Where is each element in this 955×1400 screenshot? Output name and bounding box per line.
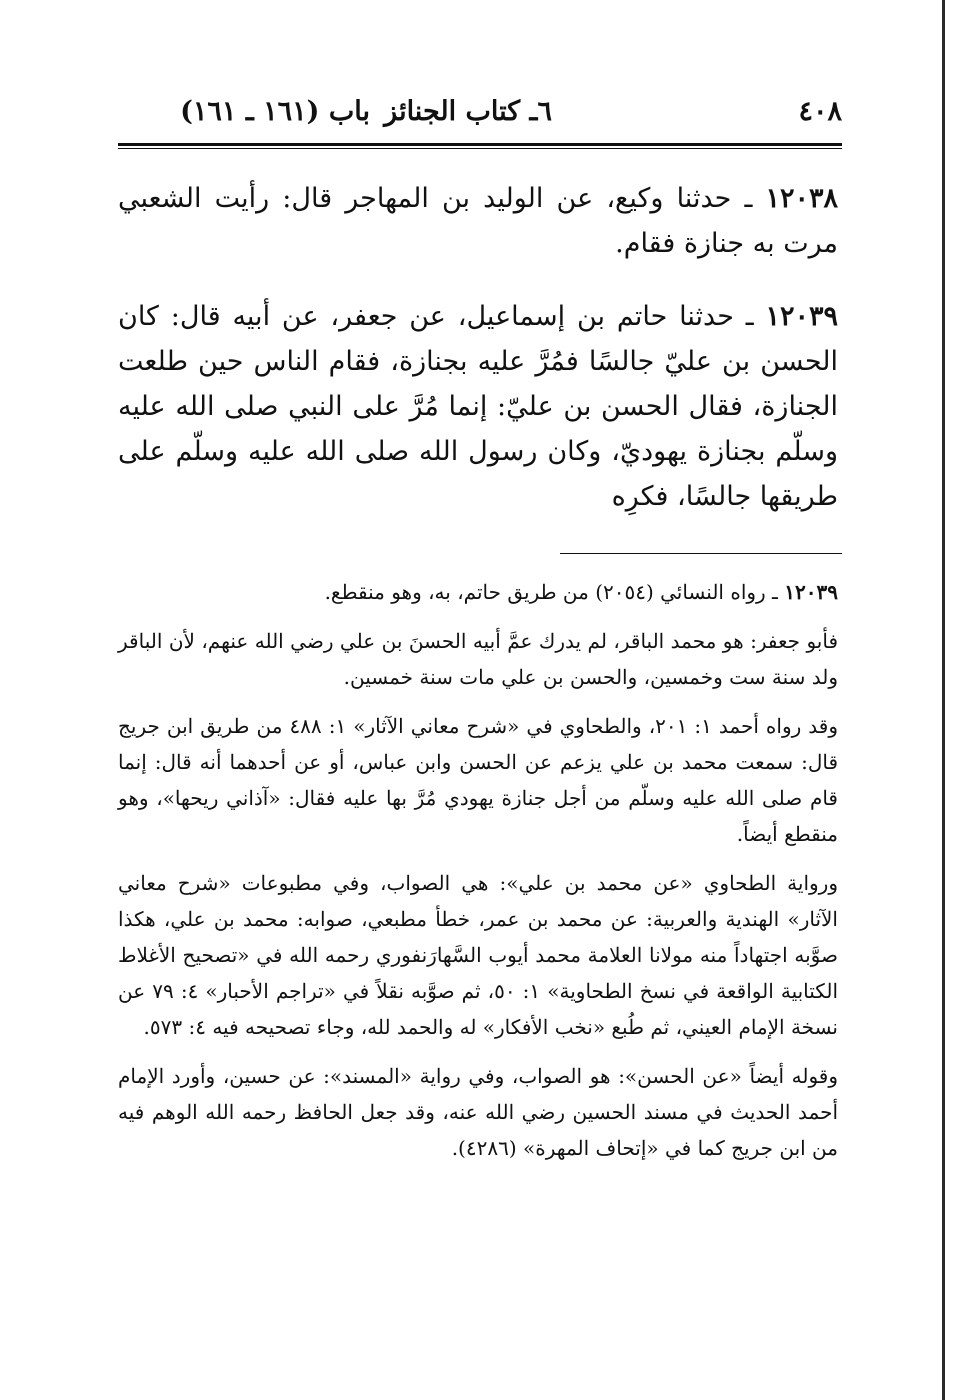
page-number: ٤٠٨: [798, 96, 842, 127]
hadith-number: ١٢٠٣٩: [765, 301, 838, 332]
footnote-separator: [560, 553, 842, 554]
hadith-number: ١٢٠٣٨: [765, 183, 838, 214]
hadith-text: ـ حدثنا حاتم بن إسماعيل، عن جعفر، عن أبيه قال: كان الحسن بن عليّ جالسًا فمُرَّ عليه بجنازة، فقام الناس حين طلعت الجنازة، فقال الحسن بن عليّ: إنما مُرَّ على النبي صلى الله عليه وسلّم بجنازة يهوديّ، وكان رسول الله صلى الله عليه وسلّم على طريقها جالسًا، فكرِه: [118, 301, 838, 512]
footnote-paragraph: [118, 574, 838, 610]
hadith-12039: [118, 294, 838, 519]
footnote-text: فأبو جعفر: هو محمد الباقر، لم يدرك عمَّ أبيه الحسنَ بن علي رضي الله عنهم، لأن الباقر ولد سنة ست وخمسين، والحسن بن علي مات سنة خمسين.: [118, 629, 838, 689]
footnote-text: ـ رواه النسائي (٢٠٥٤) من طريق حاتم، به، وهو منقطع.: [324, 580, 785, 604]
footnote-text: وقوله أيضاً «عن الحسن»: هو الصواب، وفي رواية «المسند»: عن حسين، وأورد الإمام أحمد الحديث في مسند الحسين رضي الله عنه، وقد جعل الحافظ رحمه الله الوهم فيه من ابن جريج كما في «إتحاف المهرة» (٤٢٨٦).: [118, 1064, 838, 1160]
book-title: ٦ـ كتاب الجنائز: [384, 96, 552, 127]
header-rule: [118, 143, 842, 149]
running-header: [118, 92, 842, 142]
footnote-paragraph: [118, 865, 838, 1045]
footnote-paragraph: [118, 623, 838, 695]
main-text: [118, 176, 838, 547]
hadith-12038: [118, 176, 838, 266]
footnotes: [118, 574, 838, 1179]
footnote-paragraph: [118, 708, 838, 852]
footnote-number: ١٢٠٣٩: [784, 580, 838, 604]
hadith-text: ـ حدثنا وكيع، عن الوليد بن المهاجر قال: رأيت الشعبي مرت به جنازة فقام.: [118, 183, 838, 259]
footnote-text: وقد رواه أحمد ١: ٢٠١، والطحاوي في «شرح معاني الآثار» ١: ٤٨٨ من طريق ابن جريج قال: سمعت محمد بن علي يزعم عن الحسن وابن عباس، أو عن أحدهما أنه قال: إنما قام صلى الله عليه وسلّم من أجل جنازة يهودي مُرَّ بها عليه فقال: «آذاني ريحها»، وهو منقطع أيضاً.: [118, 714, 839, 846]
page-edge: [942, 0, 945, 1400]
chapter-title: باب (١٦١ ـ ١٦١): [180, 96, 370, 127]
footnote-text: ورواية الطحاوي «عن محمد بن علي»: هي الصواب، وفي مطبوعات «شرح معاني الآثار» الهندية والعربية: عن محمد بن عمر، خطأ مطبعي، صوابه: محمد بن علي، هكذا صوَّبه اجتهاداً منه مولانا العلامة محمد أيوب السَّهارَنفوري رحمه الله في «تصحيح الأغلاط الكتابية الواقعة في نسخ الطحاوية» ١: ٥٠، ثم صوَّبه نقلاً في «تراجم الأحبار» ٤: ٧٩ عن نسخة الإمام العيني، ثم طُبع «نخب الأفكار» له والحمد لله، وجاء تصحيحه فيه ٤: ٥٧٣.: [118, 871, 839, 1039]
footnote-paragraph: [118, 1058, 838, 1166]
